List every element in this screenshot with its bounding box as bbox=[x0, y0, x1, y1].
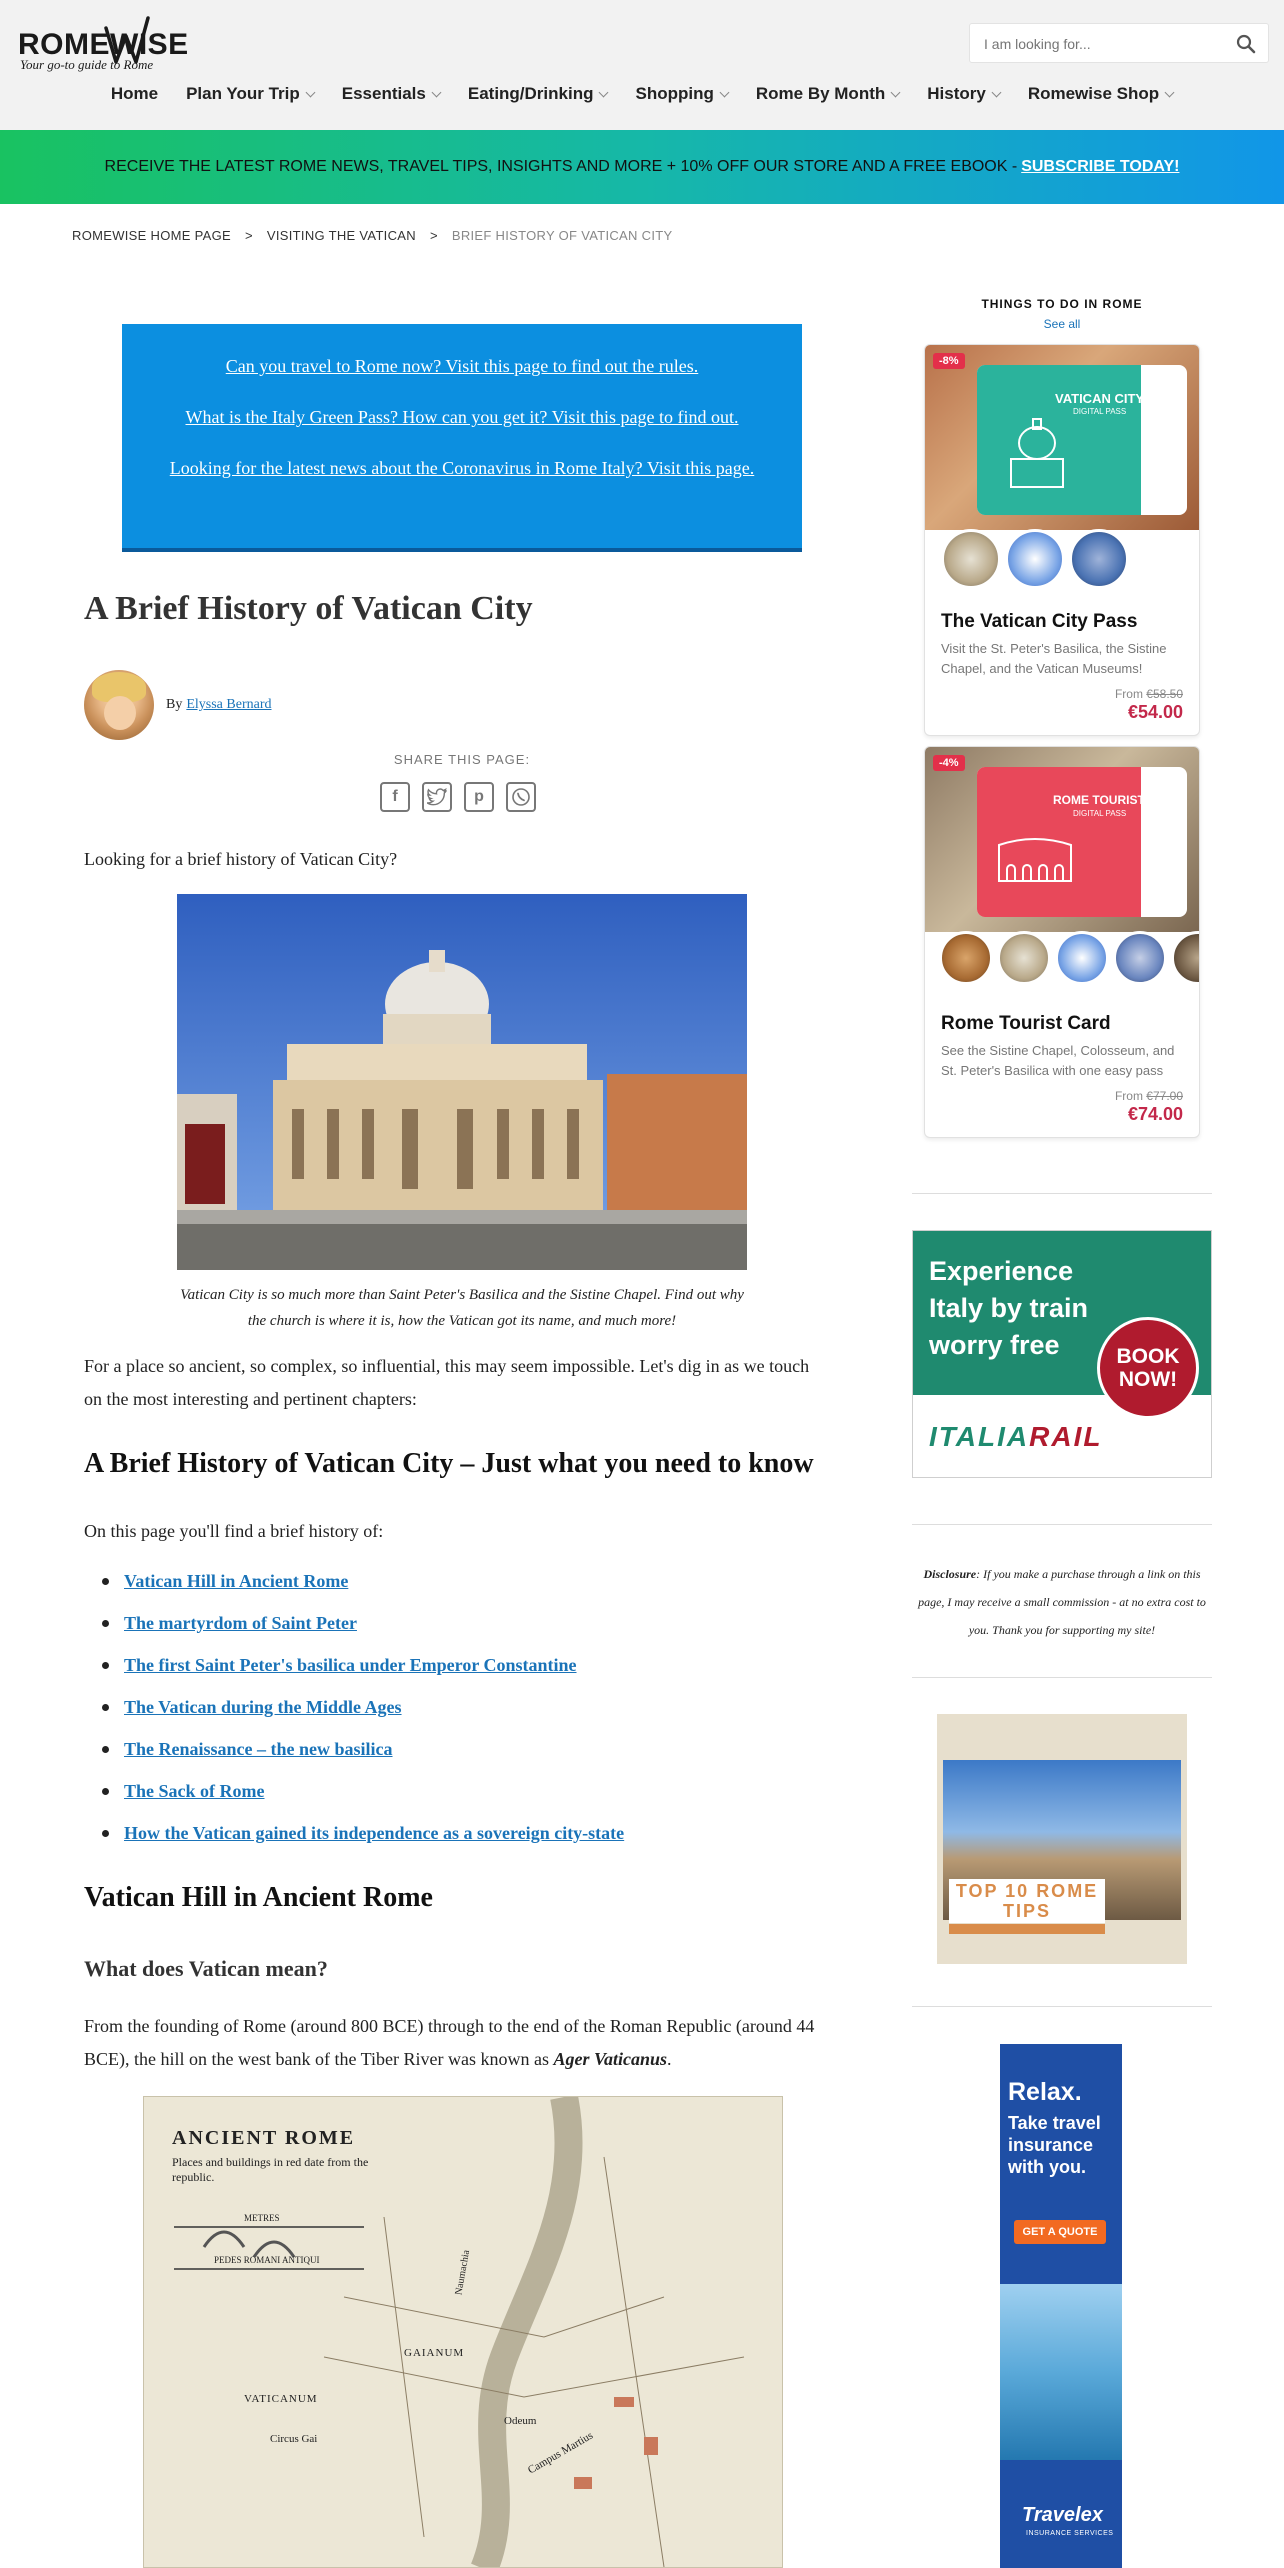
search-box[interactable] bbox=[969, 23, 1269, 63]
map-title: ANCIENT ROME bbox=[172, 2127, 356, 2149]
notice-link-coronavirus-news[interactable]: Looking for the latest news about the Coronavirus in Rome Italy? Visit this page. bbox=[169, 458, 755, 478]
list-item bbox=[84, 1686, 624, 1728]
map-label: Odeum bbox=[504, 2415, 537, 2427]
romewise-logo[interactable] bbox=[18, 14, 188, 74]
nav-item-eating-drinking[interactable] bbox=[468, 84, 608, 104]
nav-label: History bbox=[927, 84, 986, 103]
nav-label: Rome By Month bbox=[755, 84, 886, 103]
thumbnail[interactable] bbox=[1171, 931, 1200, 985]
chevron-down-icon bbox=[599, 87, 609, 97]
ticket-sublabel: DIGITAL PASS bbox=[1073, 809, 1127, 818]
map-label: Campus Martius bbox=[525, 2429, 596, 2477]
from-label: From bbox=[1114, 1089, 1143, 1103]
nav-item-rome-by-month[interactable] bbox=[756, 84, 899, 104]
nav-label: Shopping bbox=[635, 84, 714, 103]
toc-link[interactable]: The Vatican during the Middle Ages bbox=[124, 1697, 402, 1717]
breadcrumb-home[interactable]: ROMEWISE HOME PAGE bbox=[72, 228, 232, 243]
section-heading-overview: A Brief History of Vatican City – Just what you need to know bbox=[84, 1448, 814, 1479]
map-label: GAIANUM bbox=[404, 2347, 465, 2359]
top-10-rome-tips-ad[interactable] bbox=[937, 1714, 1187, 1964]
breadcrumb bbox=[72, 228, 672, 243]
disclosure-text: : If you make a purchase through a link on this page, I may receive a small commission - at no extra cost to you. Thank you for supporting my site! bbox=[918, 1567, 1206, 1637]
product-card-rome-tourist-card[interactable] bbox=[924, 746, 1200, 1138]
basilica-dome-icon bbox=[1005, 411, 1069, 491]
list-item bbox=[84, 1770, 624, 1812]
thumbnail-strip bbox=[939, 931, 1200, 985]
list-item bbox=[84, 1644, 624, 1686]
brand-part: ITALIA bbox=[929, 1421, 1030, 1452]
paragraph-end: . bbox=[666, 2049, 672, 2069]
travelex-logo: Travelex bbox=[1022, 2504, 1103, 2526]
list-item bbox=[84, 1602, 624, 1644]
nav-item-shopping[interactable] bbox=[635, 84, 727, 104]
card-description: Visit the St. Peter's Basilica, the Sistine Chapel, and the Vatican Museums! bbox=[941, 641, 1167, 676]
sidebar-divider bbox=[912, 1193, 1212, 1194]
old-price: €77.00 bbox=[1146, 1089, 1183, 1103]
photo-caption: Vatican City is so much more than Saint Peter's Basilica and the Sistine Chapel. Find out why the church is where it is, how the Vatican got its name, and much more! bbox=[180, 1287, 744, 1329]
card-image bbox=[925, 345, 1200, 530]
breadcrumb-separator: > bbox=[245, 228, 253, 243]
byline-by: By bbox=[166, 697, 183, 712]
affiliate-disclosure bbox=[912, 1560, 1212, 1644]
nav-label: Eating/Drinking bbox=[467, 84, 594, 103]
card-price: €54.00 bbox=[1127, 702, 1183, 722]
subheading-vatican-meaning: What does Vatican mean? bbox=[84, 1956, 328, 1981]
ad-body: Take travel insurance with you. bbox=[1008, 2113, 1101, 2177]
share-label: SHARE THIS PAGE: bbox=[393, 752, 531, 767]
ad-copy bbox=[1008, 2078, 1112, 2178]
thumbnail[interactable] bbox=[997, 931, 1051, 985]
nav-label: Home bbox=[110, 84, 159, 103]
sidebar-divider bbox=[912, 1677, 1212, 1678]
list-item bbox=[84, 1728, 624, 1770]
chevron-down-icon bbox=[891, 87, 901, 97]
list-item bbox=[84, 1812, 624, 1854]
search-icon[interactable] bbox=[1236, 34, 1256, 54]
map-label: Naumachia bbox=[453, 2249, 473, 2296]
basilica-illustration bbox=[177, 894, 747, 1270]
intro-paragraph-2: For a place so ancient, so complex, so influential, this may seem impossible. Let's dig in as we touch on the most interesting and pertinent chapters: bbox=[84, 1356, 810, 1409]
vatican-meaning-paragraph bbox=[84, 2010, 824, 2076]
card-description: See the Sistine Chapel, Colosseum, and St. Peter's Basilica with one easy pass bbox=[941, 1043, 1175, 1078]
breadcrumb-current: BRIEF HISTORY OF VATICAN CITY bbox=[451, 228, 673, 243]
ancient-rome-map bbox=[143, 2096, 783, 2568]
site-header bbox=[0, 0, 1284, 130]
sidebar-divider bbox=[912, 1524, 1212, 1525]
book-now-label: BOOK NOW! bbox=[1116, 1345, 1180, 1391]
card-title: The Vatican City Pass bbox=[941, 611, 1138, 632]
nav-item-home[interactable] bbox=[111, 84, 158, 104]
map-label: VATICANUM bbox=[244, 2393, 318, 2405]
nav-label: Essentials bbox=[341, 84, 426, 103]
ticket-face bbox=[977, 365, 1145, 515]
main-nav bbox=[0, 84, 1284, 112]
page-title: A Brief History of Vatican City bbox=[84, 590, 533, 627]
chevron-down-icon bbox=[719, 87, 729, 97]
old-price: €58.50 bbox=[1146, 687, 1183, 701]
notice-link-green-pass[interactable]: What is the Italy Green Pass? How can you get it? Visit this page to find out. bbox=[185, 407, 739, 427]
card-from-price bbox=[1115, 1089, 1183, 1103]
card-image bbox=[925, 747, 1200, 932]
search-input[interactable] bbox=[984, 33, 1224, 55]
ad-headline: Experience Italy by train worry free bbox=[929, 1256, 1089, 1360]
italiarail-ad[interactable] bbox=[912, 1230, 1212, 1478]
toc-link[interactable]: The Sack of Rome bbox=[124, 1781, 265, 1801]
thumbnail[interactable] bbox=[1005, 529, 1065, 589]
twitter-share-icon[interactable] bbox=[422, 782, 452, 812]
author-link[interactable]: Elyssa Bernard bbox=[186, 697, 272, 712]
thumbnail[interactable] bbox=[1069, 529, 1129, 589]
nav-label: Romewise Shop bbox=[1027, 84, 1160, 103]
ticket-label: VATICAN CITY bbox=[1055, 391, 1145, 406]
author-avatar bbox=[84, 670, 154, 740]
logo-wordmark: ROMEWISE bbox=[18, 28, 189, 61]
book-now-button[interactable] bbox=[1097, 1317, 1199, 1419]
intro-paragraph: Looking for a brief history of Vatican City? bbox=[84, 849, 398, 869]
toc-intro: On this page you'll find a brief history of: bbox=[84, 1521, 384, 1541]
italiarail-logo bbox=[929, 1421, 1102, 1453]
colosseum-icon bbox=[995, 831, 1075, 887]
nav-label: Plan Your Trip bbox=[186, 84, 300, 103]
subscribe-link[interactable]: SUBSCRIBE TODAY! bbox=[1021, 158, 1180, 175]
thumbnail[interactable] bbox=[939, 931, 993, 985]
ad-headline: Relax. bbox=[1008, 2078, 1082, 2106]
map-label: Circus Gai bbox=[270, 2433, 318, 2445]
twitter-bird-icon bbox=[427, 788, 447, 806]
ticket-sublabel: DIGITAL PASS bbox=[1073, 407, 1127, 416]
toc-link[interactable]: The Renaissance – the new basilica bbox=[124, 1739, 393, 1759]
discount-badge: -4% bbox=[933, 755, 965, 771]
notice-link-travel-rules[interactable]: Can you travel to Rome now? Visit this page to find out the rules. bbox=[225, 356, 699, 376]
logo-tagline: Your go-to guide to Rome bbox=[20, 57, 154, 72]
card-price: €74.00 bbox=[1127, 1104, 1183, 1124]
nav-item-history[interactable] bbox=[927, 84, 1000, 104]
sidebar-divider bbox=[912, 2006, 1212, 2007]
st-peters-basilica-photo bbox=[177, 894, 747, 1270]
table-of-contents bbox=[84, 1560, 624, 1854]
section-heading-vatican-hill: Vatican Hill in Ancient Rome bbox=[84, 1882, 433, 1913]
nav-item-essentials[interactable] bbox=[342, 84, 440, 104]
disclosure-label: Disclosure bbox=[923, 1567, 977, 1581]
newsletter-promo-banner bbox=[0, 130, 1284, 204]
pinterest-share-icon[interactable]: p bbox=[464, 782, 494, 812]
thumbnail-strip bbox=[941, 529, 1129, 589]
toc-link[interactable]: The martyrdom of Saint Peter bbox=[124, 1613, 357, 1633]
thumbnail[interactable] bbox=[941, 529, 1001, 589]
card-title: Rome Tourist Card bbox=[941, 1013, 1111, 1034]
chevron-down-icon bbox=[431, 87, 441, 97]
travelex-insurance-ad[interactable] bbox=[1000, 2044, 1122, 2568]
toc-link[interactable]: How the Vatican gained its independence as a sovereign city-state bbox=[124, 1823, 625, 1843]
toc-link[interactable]: Vatican Hill in Ancient Rome bbox=[124, 1571, 349, 1591]
discount-badge: -8% bbox=[933, 353, 965, 369]
from-label: From bbox=[1114, 687, 1143, 701]
boat-photo bbox=[1000, 2284, 1122, 2460]
breadcrumb-separator: > bbox=[429, 228, 438, 243]
map-scale-metres: METRES bbox=[244, 2213, 280, 2223]
product-card-vatican-pass[interactable] bbox=[924, 344, 1200, 736]
toc-link[interactable]: The first Saint Peter's basilica under Emperor Constantine bbox=[124, 1655, 577, 1675]
ager-vaticanus-term: Ager Vaticanus bbox=[553, 2049, 667, 2069]
nav-item-romewise-shop[interactable] bbox=[1028, 84, 1173, 104]
whatsapp-phone-icon bbox=[511, 787, 531, 807]
map-scale-pedes: PEDES ROMANI ANTIQUI bbox=[214, 2255, 320, 2265]
card-from-price bbox=[1115, 687, 1183, 701]
tips-accent-bar bbox=[949, 1924, 1105, 1934]
share-buttons bbox=[380, 782, 536, 812]
nav-item-plan-your-trip[interactable] bbox=[186, 84, 314, 104]
brand-part: RAIL bbox=[1029, 1421, 1103, 1452]
ticket-label: ROME TOURIST bbox=[1053, 793, 1145, 807]
travelex-sublabel: INSURANCE SERVICES bbox=[1026, 2530, 1114, 2537]
thumbnail[interactable] bbox=[1055, 931, 1109, 985]
see-all-link[interactable]: See all bbox=[1043, 317, 1081, 331]
get-a-quote-button[interactable]: GET A QUOTE bbox=[1014, 2220, 1106, 2244]
map-subtitle: Places and buildings in red date from the republic. bbox=[172, 2155, 369, 2184]
facebook-share-icon[interactable]: f bbox=[380, 782, 410, 812]
ticket-face bbox=[977, 767, 1145, 917]
thumbnail[interactable] bbox=[1113, 931, 1167, 985]
promo-text: RECEIVE THE LATEST ROME NEWS, TRAVEL TIPS, INSIGHTS AND MORE + 10% OFF OUR STORE AND A FREE EBOOK - bbox=[104, 158, 1018, 175]
breadcrumb-visiting-vatican[interactable]: VISITING THE VATICAN bbox=[266, 228, 416, 243]
sidebar-title: THINGS TO DO IN ROME bbox=[981, 297, 1143, 311]
covid-notice-box bbox=[122, 324, 802, 552]
whatsapp-share-icon[interactable] bbox=[506, 782, 536, 812]
author-byline bbox=[84, 670, 272, 740]
chevron-down-icon bbox=[305, 87, 315, 97]
paragraph-text: From the founding of Rome (around 800 BCE) through to the end of the Roman Republic (around 44 BCE), the hill on the west bank of the Tiber River was known as bbox=[84, 2016, 815, 2069]
tips-label: TOP 10 ROME TIPS bbox=[949, 1879, 1105, 1923]
list-item bbox=[84, 1560, 624, 1602]
chevron-down-icon bbox=[1165, 87, 1175, 97]
chevron-down-icon bbox=[991, 87, 1001, 97]
